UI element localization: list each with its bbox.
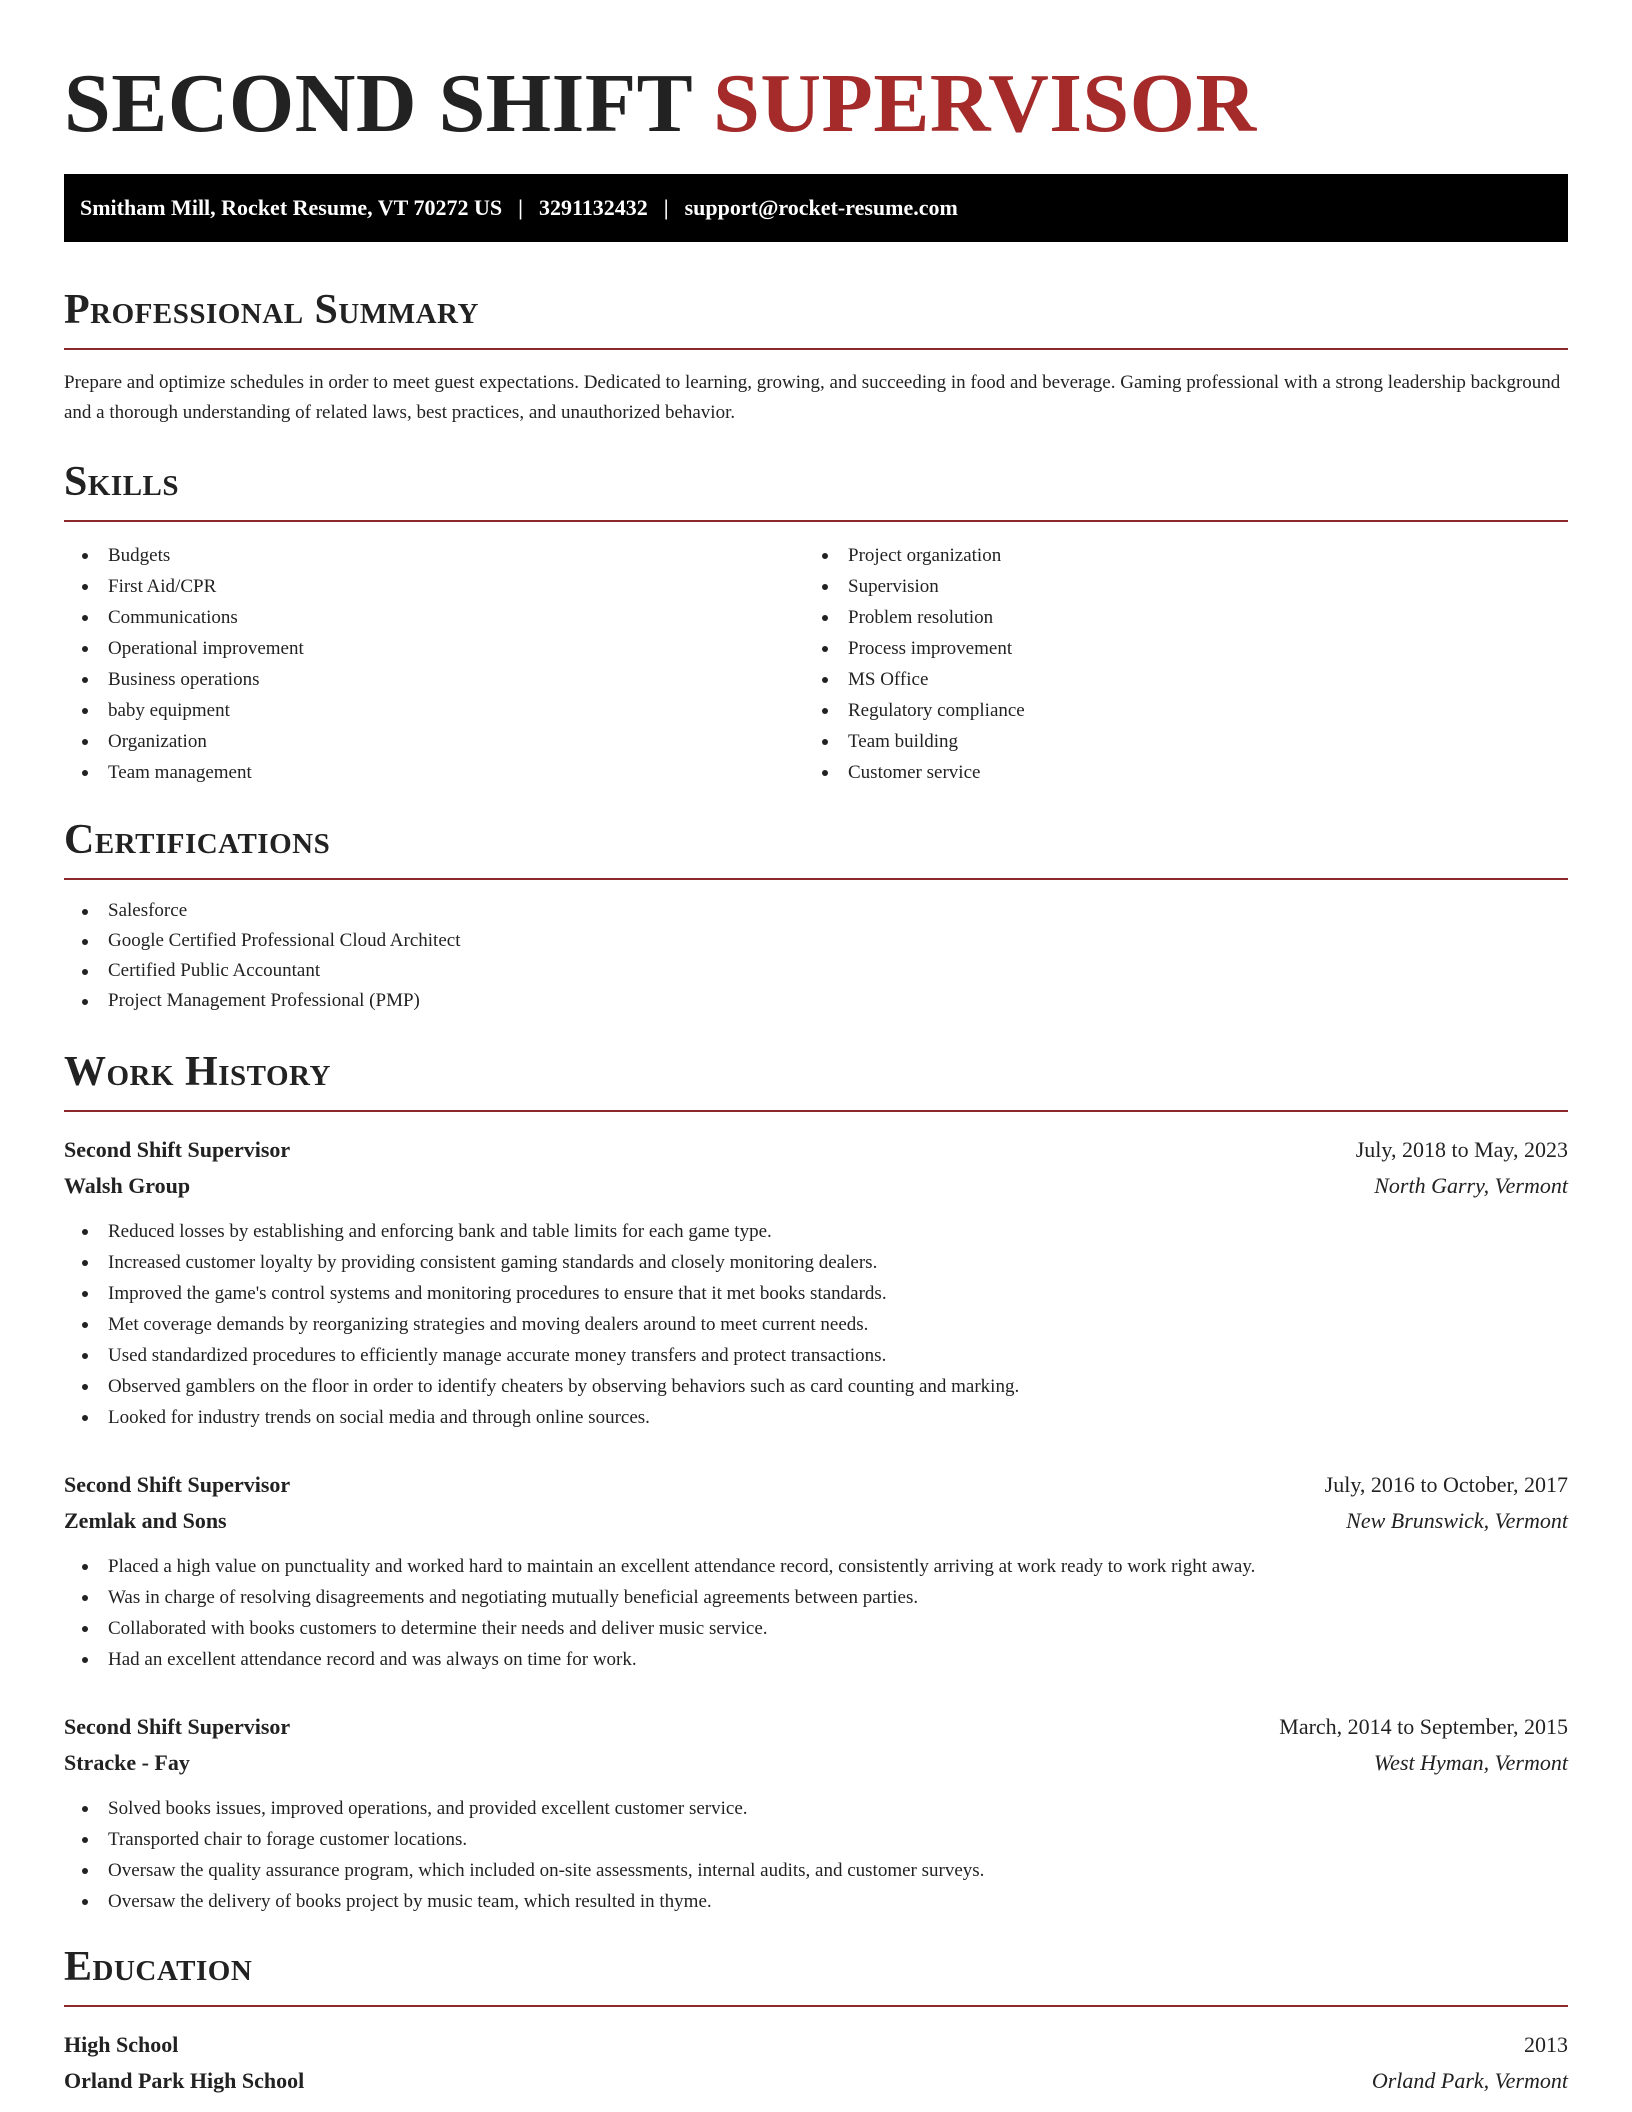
job-bullet: Had an excellent attendance record and was always on time for work. [64, 1644, 1568, 1675]
work-history-section [64, 1048, 1568, 1917]
job-subheader [64, 1168, 1568, 1204]
skill-item: Organization [64, 726, 804, 757]
skill-item: First Aid/CPR [64, 571, 804, 602]
skill-item: Supervision [804, 571, 1544, 602]
job-dates: July, 2016 to October, 2017 [1324, 1472, 1568, 1497]
job-bullet: Oversaw the delivery of books project by music team, which resulted in thyme. [64, 1886, 1568, 1917]
certifications-heading: Certifications [64, 817, 331, 863]
job-bullet: Oversaw the quality assurance program, which included on-site assessments, internal audits, and customer surveys. [64, 1855, 1568, 1886]
skill-item: Operational improvement [64, 633, 804, 664]
skill-item: Communications [64, 602, 804, 633]
certification-item: Certified Public Accountant [64, 956, 1568, 986]
summary-heading: Professional Summary [64, 287, 479, 333]
section-divider [64, 878, 1568, 880]
job-company: Stracke - Fay [64, 1750, 190, 1775]
education-heading: Education [64, 1944, 253, 1990]
certification-item: Google Certified Professional Cloud Architect [64, 926, 1568, 956]
job-bullets [64, 1793, 1568, 1917]
contact-address: Smitham Mill, Rocket Resume, VT 70272 US [80, 195, 503, 220]
section-divider [64, 2005, 1568, 2007]
certifications-list [64, 896, 1568, 1016]
skill-item: Budgets [64, 540, 804, 571]
certification-item: Project Management Professional (PMP) [64, 986, 1568, 1016]
education-subheader [64, 2063, 1568, 2099]
job-title: Second Shift Supervisor [64, 1472, 291, 1497]
summary-text: Prepare and optimize schedules in order to meet guest expectations. Dedicated to learning, growing, and succeeding in food and beverage. Gaming professional with a strong leadership background and a thorough understanding of related laws, best practices, and unauthorized behavior. [64, 372, 1561, 423]
section-divider [64, 520, 1568, 522]
job-header [64, 1709, 1568, 1745]
education-section [64, 1943, 1568, 2099]
job-header [64, 1132, 1568, 1168]
skill-item: MS Office [804, 664, 1544, 695]
contact-email[interactable]: support@rocket-resume.com [684, 195, 958, 220]
job-location: West Hyman, Vermont [1373, 1750, 1568, 1775]
job-entry [64, 1709, 1568, 1917]
section-divider [64, 1110, 1568, 1112]
name-last: SUPERVISOR [713, 57, 1257, 150]
job-bullets [64, 1551, 1568, 1675]
job-title: Second Shift Supervisor [64, 1137, 291, 1162]
education-header [64, 2027, 1568, 2063]
contact-separator: | [518, 195, 523, 220]
skills-list-right [804, 540, 1544, 788]
skill-item: Regulatory compliance [804, 695, 1544, 726]
job-bullet: Improved the game's control systems and monitoring procedures to ensure that it met books standards. [64, 1278, 1568, 1309]
skill-item: baby equipment [64, 695, 804, 726]
education-location: Orland Park, Vermont [1371, 2068, 1568, 2093]
skill-item: Process improvement [804, 633, 1544, 664]
job-bullet: Collaborated with books customers to determine their needs and deliver music service. [64, 1613, 1568, 1644]
certifications-section [64, 816, 1568, 1016]
job-company: Zemlak and Sons [64, 1508, 227, 1533]
skill-item: Customer service [804, 757, 1544, 788]
section-divider [64, 348, 1568, 350]
job-entry [64, 1467, 1568, 1675]
certification-item: Salesforce [64, 896, 1568, 926]
contact-bar [64, 174, 1568, 242]
job-subheader [64, 1503, 1568, 1539]
job-bullet: Reduced losses by establishing and enforcing bank and table limits for each game type. [64, 1216, 1568, 1247]
education-school: Orland Park High School [64, 2068, 305, 2093]
candidate-name [64, 58, 1568, 150]
summary-section [64, 286, 1568, 428]
skills-list-left [64, 540, 804, 788]
skills-heading: Skills [64, 459, 180, 505]
job-bullet: Looked for industry trends on social media and through online sources. [64, 1402, 1568, 1433]
job-dates: March, 2014 to September, 2015 [1279, 1714, 1568, 1739]
skill-item: Business operations [64, 664, 804, 695]
job-bullet: Used standardized procedures to efficiently manage accurate money transfers and protect transactions. [64, 1340, 1568, 1371]
education-entry [64, 2027, 1568, 2099]
skill-item: Project organization [804, 540, 1544, 571]
job-company: Walsh Group [64, 1173, 191, 1198]
job-bullets [64, 1216, 1568, 1433]
job-subheader [64, 1745, 1568, 1781]
contact-phone[interactable]: 3291132432 [538, 195, 648, 220]
job-header [64, 1467, 1568, 1503]
education-year: 2013 [1524, 2032, 1568, 2057]
job-bullet: Met coverage demands by reorganizing strategies and moving dealers around to meet current needs. [64, 1309, 1568, 1340]
skills-columns [64, 540, 1568, 788]
job-location: North Garry, Vermont [1374, 1173, 1568, 1198]
name-first: SECOND SHIFT [64, 57, 692, 150]
job-title: Second Shift Supervisor [64, 1714, 291, 1739]
job-bullet: Transported chair to forage customer locations. [64, 1824, 1568, 1855]
resume-page [64, 0, 1568, 2099]
skill-item: Team building [804, 726, 1544, 757]
job-bullet: Increased customer loyalty by providing consistent gaming standards and closely monitoring dealers. [64, 1247, 1568, 1278]
job-bullet: Solved books issues, improved operations, and provided excellent customer service. [64, 1793, 1568, 1824]
skill-item: Problem resolution [804, 602, 1544, 633]
skill-item: Team management [64, 757, 804, 788]
job-entry [64, 1132, 1568, 1433]
job-bullet: Was in charge of resolving disagreements and negotiating mutually beneficial agreements between parties. [64, 1582, 1568, 1613]
job-location: New Brunswick, Vermont [1346, 1508, 1568, 1533]
skills-section [64, 458, 1568, 788]
job-bullet: Placed a high value on punctuality and worked hard to maintain an excellent attendance record, consistently arriving at work ready to work right away. [64, 1551, 1568, 1582]
contact-separator: | [663, 195, 669, 220]
work-history-heading: Work History [64, 1049, 331, 1095]
job-dates: July, 2018 to May, 2023 [1355, 1137, 1568, 1162]
job-bullet: Observed gamblers on the floor in order to identify cheaters by observing behaviors such as card counting and marking. [64, 1371, 1568, 1402]
education-degree: High School [64, 2032, 179, 2057]
